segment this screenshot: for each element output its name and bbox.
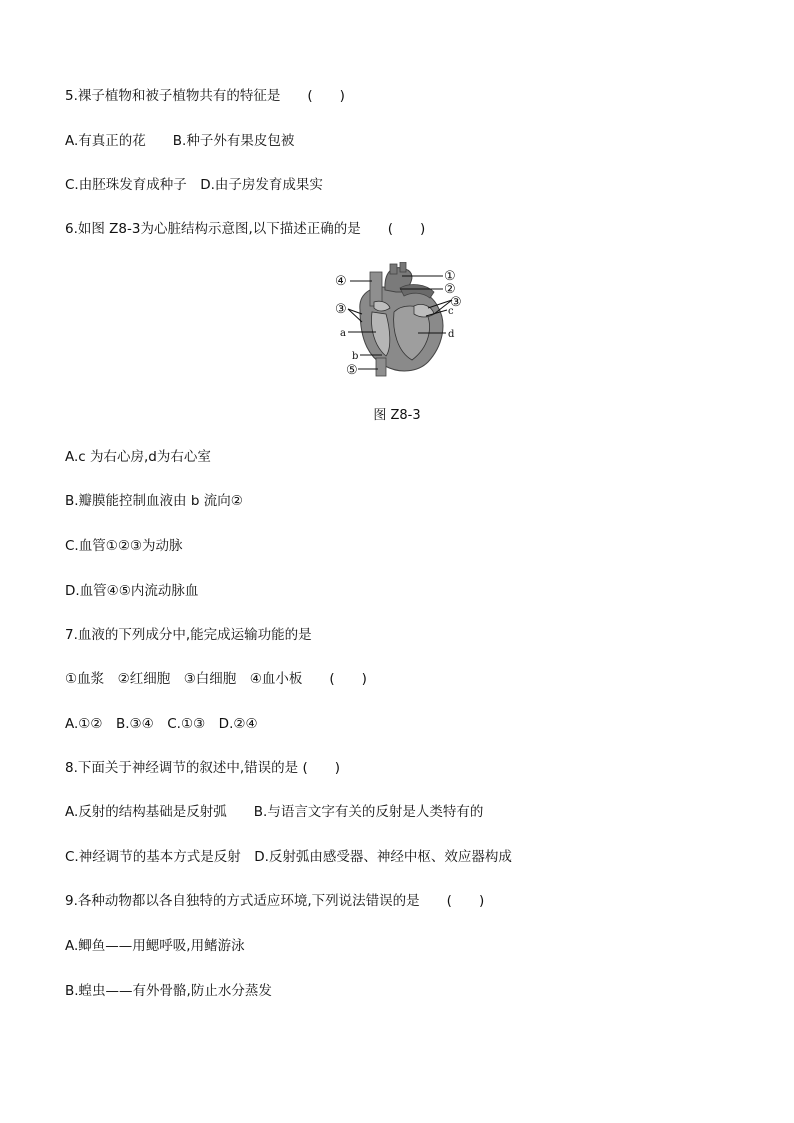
heart-diagram [330, 262, 465, 382]
question-6-stem: 6.如图 Z8-3为心脏结构示意图,以下描述正确的是 ( ) [65, 221, 426, 237]
label-3-left: ③ [335, 302, 347, 317]
label-d: d [448, 329, 455, 340]
label-c: c [448, 306, 454, 317]
question-9-stem: 9.各种动物都以各自独特的方式适应环境,下列说法错误的是 ( ) [65, 893, 485, 909]
question-9-option-b: B.蝗虫——有外骨骼,防止水分蒸发 [65, 983, 272, 999]
label-5: ⑤ [346, 363, 358, 378]
label-2: ② [444, 282, 456, 297]
question-8-option-ab: A.反射的结构基础是反射弧 B.与语言文字有关的反射是人类特有的 [65, 804, 484, 820]
question-6-option-d: D.血管④⑤内流动脉血 [65, 583, 199, 599]
label-3-right: ③ [450, 295, 462, 310]
question-7-stem: 7.血液的下列成分中,能完成运输功能的是 [65, 627, 312, 643]
question-7-choices: ①血浆 ②红细胞 ③白细胞 ④血小板 ( ) [65, 671, 367, 687]
label-b: b [352, 351, 359, 362]
question-6-option-b: B.瓣膜能控制血液由 b 流向② [65, 493, 243, 509]
question-6-option-c: C.血管①②③为动脉 [65, 538, 183, 554]
heart-structure-figure [330, 262, 465, 382]
inferior-vena-cava [376, 358, 386, 376]
label-1: ① [444, 269, 456, 284]
label-a: a [340, 328, 346, 339]
question-8-stem: 8.下面关于神经调节的叙述中,错误的是 ( ) [65, 760, 340, 776]
question-5-stem: 5.裸子植物和被子植物共有的特征是 ( ) [65, 88, 345, 104]
question-7-options: A.①② B.③④ C.①③ D.②④ [65, 716, 258, 732]
question-9-option-a: A.鲫鱼——用鳃呼吸,用鳍游泳 [65, 938, 245, 954]
question-6-option-a: A.c 为右心房,d为右心室 [65, 449, 211, 465]
question-5-option-ab: A.有真正的花 B.种子外有果皮包被 [65, 133, 295, 149]
label-4: ④ [335, 274, 347, 289]
figure-caption: 图 Z8-3 [373, 408, 421, 423]
question-5-option-cd: C.由胚珠发育成种子 D.由子房发育成果实 [65, 177, 323, 193]
question-8-option-cd: C.神经调节的基本方式是反射 D.反射弧由感受器、神经中枢、效应器构成 [65, 849, 512, 865]
